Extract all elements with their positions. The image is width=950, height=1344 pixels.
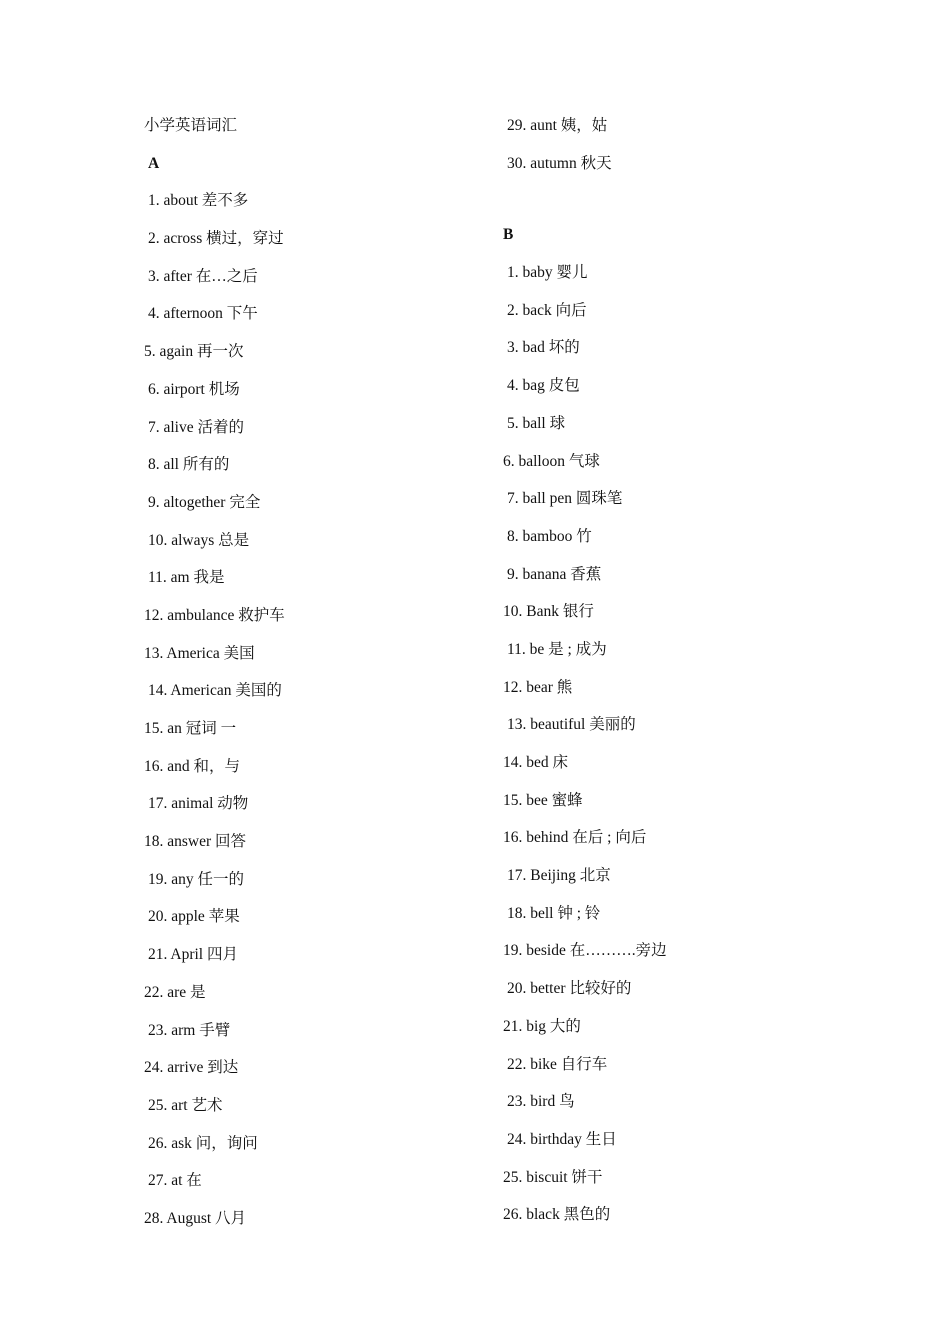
left-column: [144, 110, 474, 1241]
vocab-item: 13. America 美国: [144, 644, 255, 662]
vocab-item: 6. airport 机场: [148, 380, 240, 398]
vocab-item: 21. big 大的: [503, 1017, 581, 1035]
vocab-item: 21. April 四月: [148, 946, 238, 964]
vocab-item: 13. beautiful 美丽的: [507, 716, 636, 734]
vocab-item: 24. arrive 到达: [144, 1059, 239, 1077]
vocab-item: 7. alive 活着的: [148, 418, 244, 436]
vocab-item: 14. bed 床: [503, 754, 569, 771]
vocab-item: 19. any 任一的: [148, 870, 245, 888]
vocab-item: 26. ask 问，询问: [148, 1134, 258, 1152]
vocab-item: 20. apple 苹果: [148, 908, 240, 926]
vocab-item: 23. bird 鸟: [507, 1093, 575, 1111]
right-column: [503, 110, 833, 1237]
vocab-item: 12. ambulance 救护车: [144, 606, 285, 624]
vocab-item: 22. bike 自行车: [507, 1055, 608, 1073]
vocab-item: 17. Beijing 北京: [507, 867, 611, 885]
vocab-item: 6. balloon 气球: [503, 452, 600, 470]
vocab-item: 12. bear 熊: [503, 678, 573, 696]
section-heading-b: B: [503, 226, 514, 244]
vocab-item: 9. altogether 完全: [148, 493, 261, 511]
section-heading-a: A: [148, 154, 160, 172]
vocab-item: 19. beside 在……….旁边: [503, 942, 667, 960]
vocab-item: 4. bag 皮包: [507, 377, 580, 395]
vocab-item: 26. black 黑色的: [503, 1206, 611, 1224]
vocab-item: 3. bad 坏的: [507, 339, 580, 357]
vocab-item: 28. August 八月: [144, 1209, 247, 1227]
section-gap: [503, 185, 833, 219]
vocab-item: 8. all 所有的: [148, 456, 230, 474]
vocab-item: 14. American 美国的: [148, 682, 282, 700]
vocab-item: 18. answer 回答: [144, 833, 247, 851]
vocab-item: 10. always 总是: [148, 531, 250, 549]
vocab-item: 11. am 我是: [148, 569, 225, 587]
vocab-item: 10. Bank 银行: [503, 603, 594, 621]
vocab-item: 20. better 比较好的: [507, 980, 632, 998]
vocab-item: 5. again 再一次: [144, 343, 244, 361]
vocab-item: 5. ball 球: [507, 414, 566, 432]
vocab-item: 1. about 差不多: [148, 192, 249, 210]
vocab-item: 4. afternoon 下午: [148, 305, 258, 323]
vocab-item: 16. behind 在后 ; 向后: [503, 829, 647, 847]
vocab-item: 15. bee 蜜蜂: [503, 791, 583, 809]
vocab-item: 29. aunt 姨，姑: [507, 117, 608, 134]
vocab-item: 8. bamboo 竹: [507, 527, 592, 545]
vocab-item: 15. an 冠词 一: [144, 720, 237, 737]
vocab-item: 3. after 在…之后: [148, 267, 258, 285]
vocab-item: 27. at 在: [148, 1172, 202, 1190]
vocab-item: 30. autumn 秋天: [507, 154, 612, 172]
vocab-item: 18. bell 钟 ; 铃: [507, 904, 601, 922]
document-title: 小学英语词汇: [144, 117, 238, 134]
vocab-item: 17. animal 动物: [148, 795, 249, 813]
vocab-item: 25. art 艺术: [148, 1096, 223, 1114]
vocab-item: 1. baby 婴儿: [507, 264, 588, 282]
vocab-item: 25. biscuit 饼干: [503, 1168, 603, 1186]
vocab-item: 9. banana 香蕉: [507, 565, 602, 583]
vocab-item: 24. birthday 生日: [507, 1130, 617, 1148]
vocab-item: 23. arm 手臂: [148, 1021, 231, 1039]
vocab-item: 22. are 是: [144, 983, 206, 1001]
vocab-item: 11. be 是 ; 成为: [507, 640, 607, 658]
vocab-item: 2. across 横过，穿过: [148, 230, 284, 248]
vocab-item: 16. and 和，与: [144, 757, 241, 775]
vocab-item: 7. ball pen 圆珠笔: [507, 490, 623, 508]
vocab-item: 2. back 向后: [507, 301, 587, 319]
